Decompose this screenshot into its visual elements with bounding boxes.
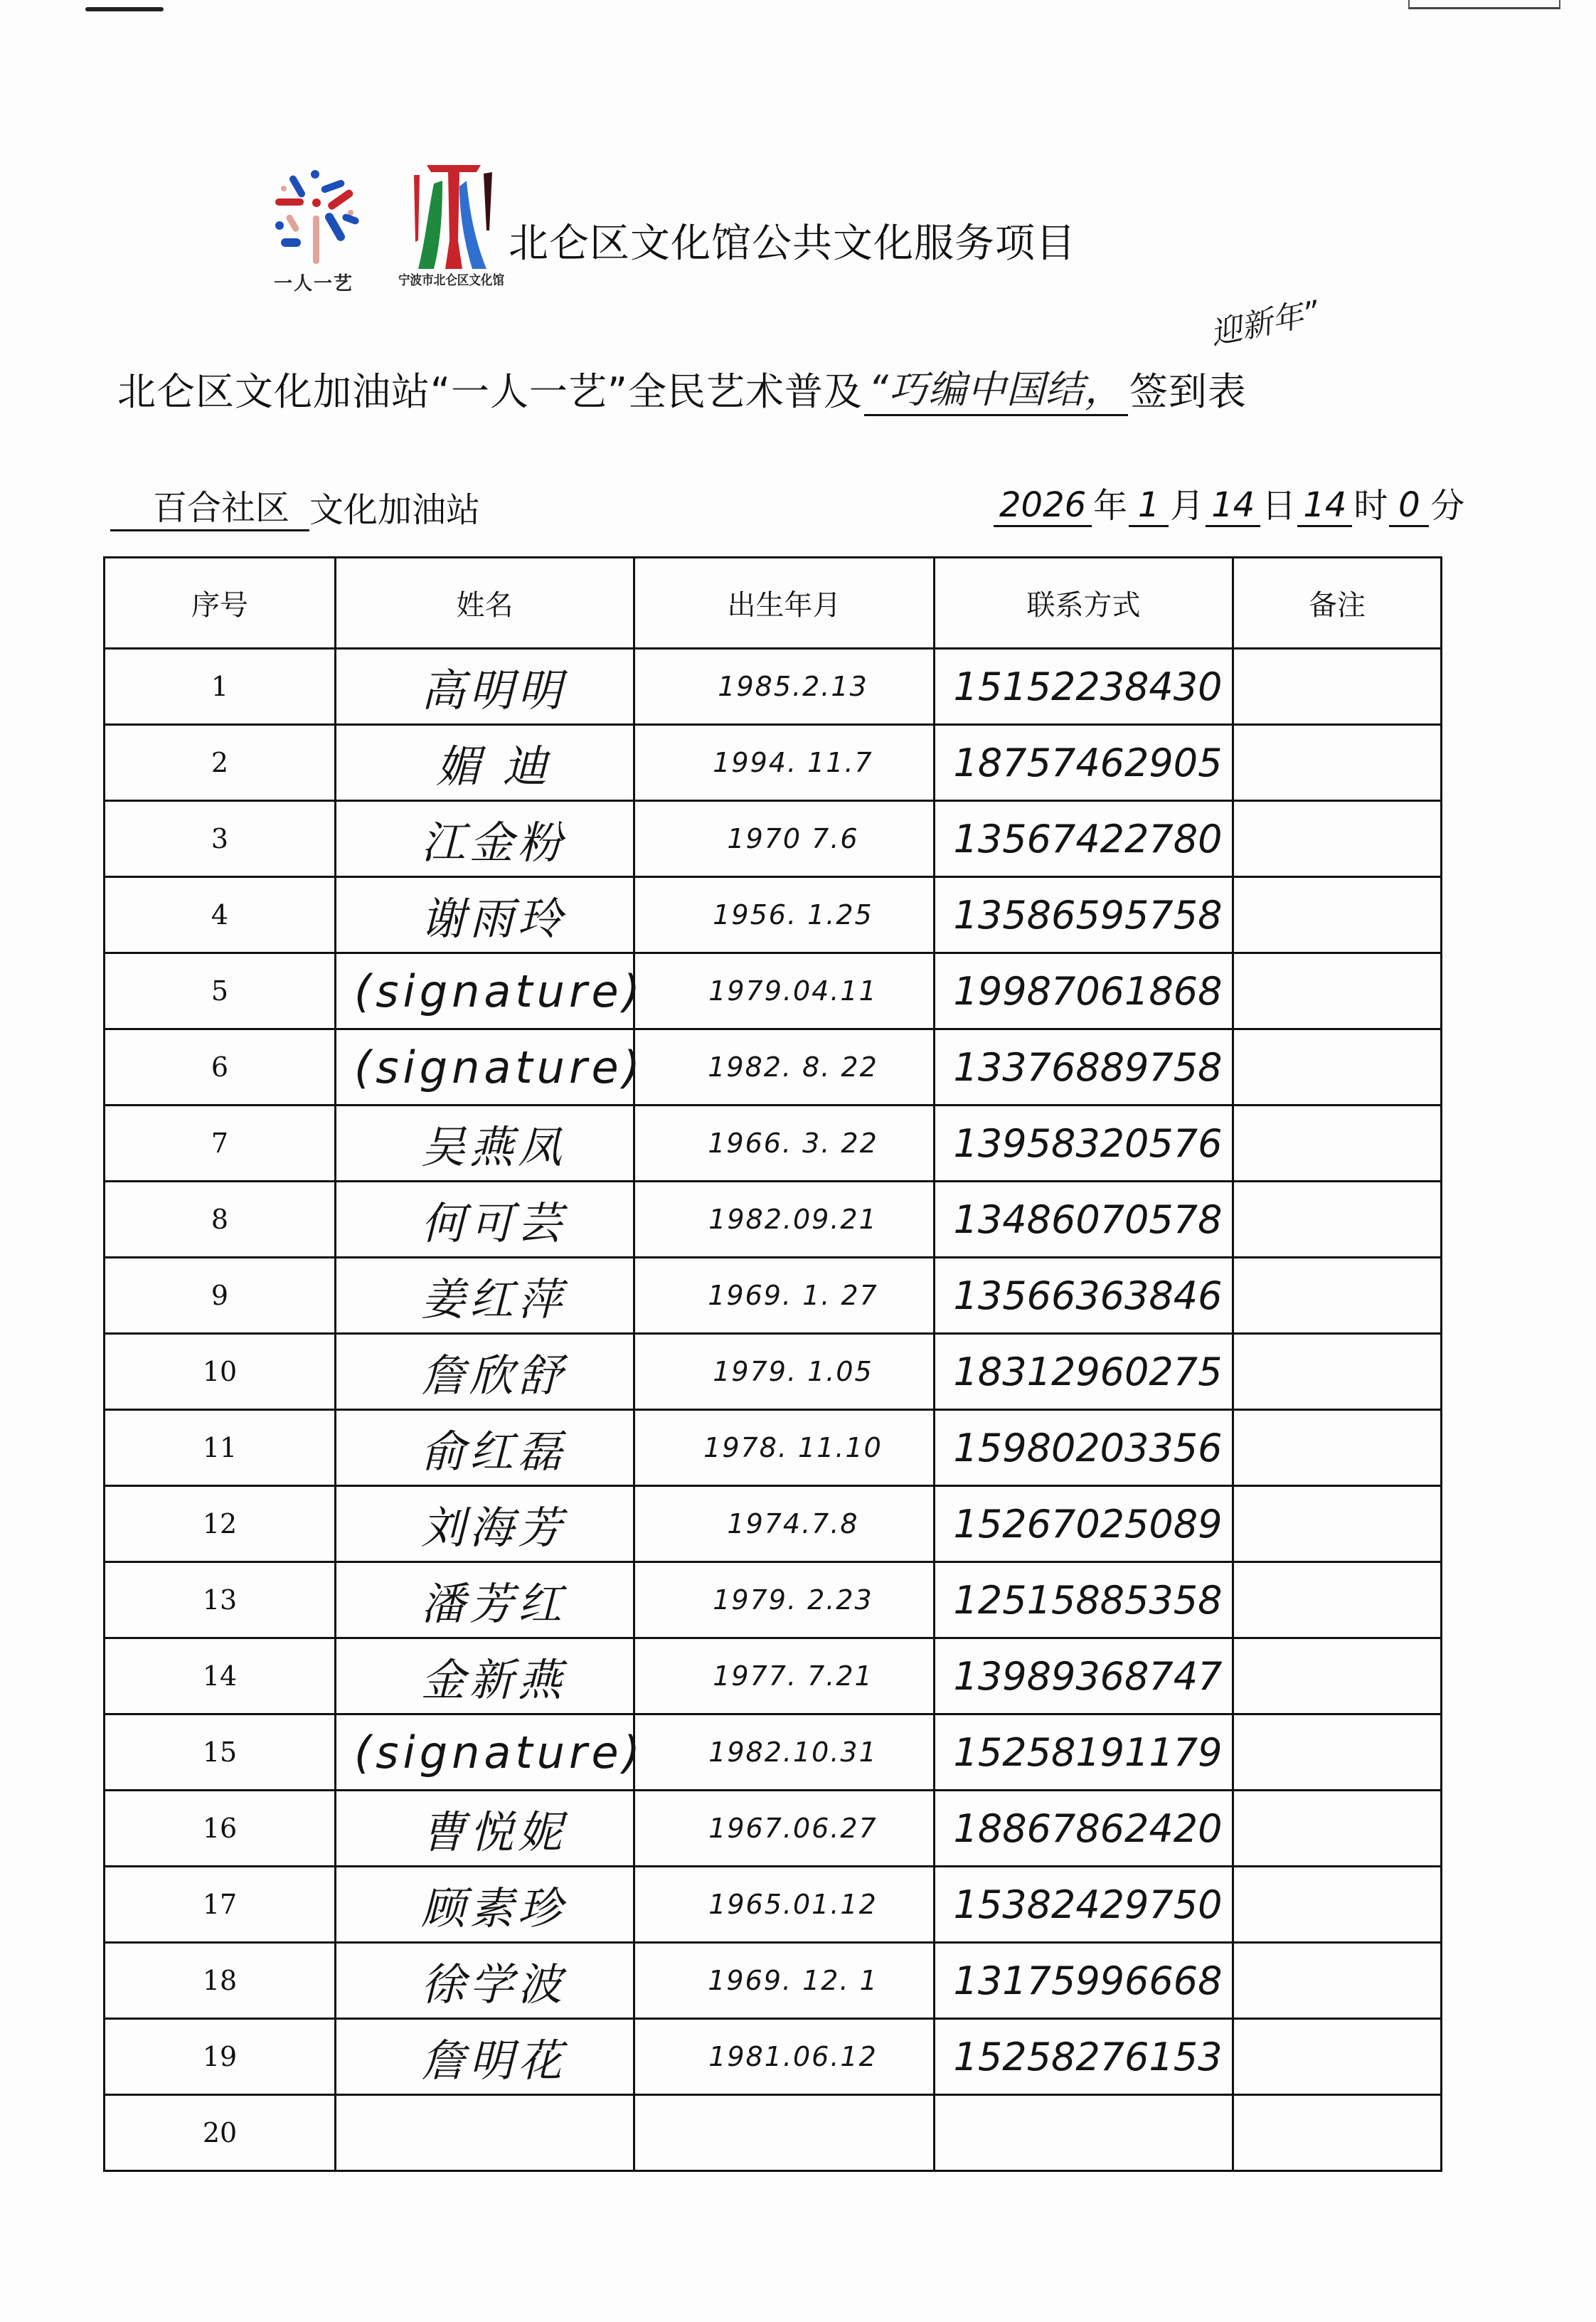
note-cell[interactable] xyxy=(1233,725,1442,801)
yirenyiyi-logo-icon xyxy=(274,167,359,267)
phone-cell[interactable]: 15152238430 xyxy=(935,649,1233,725)
row-number: 19 xyxy=(105,2019,336,2095)
phone-cell[interactable]: 13567422780 xyxy=(935,801,1233,877)
row-number: 13 xyxy=(105,1562,336,1638)
note-cell[interactable] xyxy=(1233,1867,1442,1943)
phone-cell[interactable]: 15258276153 xyxy=(935,2019,1233,2095)
table-row xyxy=(105,1867,1442,1943)
logo-caption-yirenyiyi: 一人一艺 xyxy=(274,273,354,295)
datetime-line xyxy=(992,478,1464,527)
name-cell[interactable] xyxy=(336,2095,634,2171)
name-cell[interactable]: 俞红磊 xyxy=(336,1410,634,1486)
dob-cell[interactable]: 1977. 7.21 xyxy=(634,1638,935,1714)
table-row xyxy=(105,1943,1442,2019)
month-field[interactable]: 1 xyxy=(1129,485,1169,527)
project-title: 北仑区文化馆公共文化服务项目 xyxy=(509,221,1076,267)
note-cell[interactable] xyxy=(1233,1029,1442,1106)
row-number: 20 xyxy=(105,2095,336,2171)
note-cell[interactable] xyxy=(1233,801,1442,877)
dob-cell[interactable]: 1970 7.6 xyxy=(634,801,935,877)
column-header-name: 姓名 xyxy=(336,558,634,649)
note-cell[interactable] xyxy=(1233,1258,1442,1334)
dob-cell[interactable]: 1978. 11.10 xyxy=(634,1410,935,1486)
scan-artifact-mark xyxy=(85,7,164,11)
note-cell[interactable] xyxy=(1233,953,1442,1029)
row-number: 16 xyxy=(105,1791,336,1867)
note-cell[interactable] xyxy=(1233,1638,1442,1714)
day-label: 日 xyxy=(1262,486,1297,526)
phone-cell[interactable]: 12515885358 xyxy=(935,1562,1233,1638)
note-cell[interactable] xyxy=(1233,2095,1442,2171)
phone-cell[interactable]: 15267025089 xyxy=(935,1486,1233,1562)
table-row xyxy=(105,801,1442,877)
year-label: 年 xyxy=(1093,486,1128,526)
year-field[interactable]: 2026 xyxy=(994,485,1092,527)
name-cell[interactable]: 徐学波 xyxy=(336,1943,634,2019)
note-cell[interactable] xyxy=(1233,1334,1442,1410)
dob-cell[interactable]: 1966. 3. 22 xyxy=(634,1106,935,1182)
table-row xyxy=(105,1791,1442,1867)
column-header-note: 备注 xyxy=(1233,558,1442,649)
note-cell[interactable] xyxy=(1233,1791,1442,1867)
table-body xyxy=(105,649,1442,2171)
phone-cell[interactable]: 18312960275 xyxy=(935,1334,1233,1410)
phone-cell[interactable]: 15258191179 xyxy=(935,1714,1233,1791)
row-number: 6 xyxy=(105,1029,336,1106)
form-title-prefix: 北仑区文化加油站“一人一艺”全民艺术普及 xyxy=(117,369,863,414)
name-cell[interactable]: 何可芸 xyxy=(336,1182,634,1258)
minute-field[interactable]: 0 xyxy=(1389,485,1429,527)
row-number: 4 xyxy=(105,877,336,953)
name-cell[interactable]: (signature) xyxy=(336,1029,634,1106)
phone-cell[interactable]: 13586595758 xyxy=(935,877,1233,953)
name-cell[interactable]: 金新燕 xyxy=(336,1638,634,1714)
hour-field[interactable]: 14 xyxy=(1297,485,1352,527)
note-cell[interactable] xyxy=(1233,877,1442,953)
dob-cell[interactable]: 1982.10.31 xyxy=(634,1714,935,1791)
minute-label: 分 xyxy=(1430,486,1465,526)
table-row xyxy=(105,2019,1442,2095)
name-cell[interactable]: 谢雨玲 xyxy=(336,877,634,953)
row-number: 10 xyxy=(105,1334,336,1410)
phone-cell[interactable]: 15382429750 xyxy=(935,1867,1233,1943)
form-title xyxy=(117,359,1247,416)
note-cell[interactable] xyxy=(1233,1410,1442,1486)
phone-cell[interactable]: 18757462905 xyxy=(935,725,1233,801)
row-number: 12 xyxy=(105,1486,336,1562)
month-label: 月 xyxy=(1170,486,1205,526)
column-header-contact: 联系方式 xyxy=(935,558,1233,649)
dob-cell[interactable]: 1969. 12. 1 xyxy=(634,1943,935,2019)
table-row xyxy=(105,725,1442,801)
row-number: 11 xyxy=(105,1410,336,1486)
row-number: 7 xyxy=(105,1106,336,1182)
table-row xyxy=(105,1258,1442,1334)
phone-cell[interactable]: 13566363846 xyxy=(935,1258,1233,1334)
beilun-cultural-center-logo-icon xyxy=(413,162,498,272)
logo-caption-beilun-cultural-center: 宁波市北仑区文化馆 xyxy=(398,273,505,288)
phone-cell[interactable]: 18867862420 xyxy=(935,1791,1233,1867)
station-line xyxy=(110,480,480,531)
dob-cell[interactable]: 1965.01.12 xyxy=(634,1867,935,1943)
name-cell[interactable]: 詹明花 xyxy=(336,2019,634,2095)
name-cell[interactable]: 媚 迪 xyxy=(336,725,634,801)
dob-cell[interactable] xyxy=(634,2095,935,2171)
dob-cell[interactable]: 1969. 1. 27 xyxy=(634,1258,935,1334)
dob-cell[interactable]: 1994. 11.7 xyxy=(634,725,935,801)
table-row xyxy=(105,1182,1442,1258)
name-cell[interactable]: (signature) xyxy=(336,953,634,1029)
table-row xyxy=(105,1714,1442,1791)
row-number: 17 xyxy=(105,1867,336,1943)
dob-cell[interactable]: 1956. 1.25 xyxy=(634,877,935,953)
table-header-row xyxy=(105,558,1442,649)
name-cell[interactable]: 顾素珍 xyxy=(336,1867,634,1943)
row-number: 3 xyxy=(105,801,336,877)
dob-cell[interactable]: 1979. 2.23 xyxy=(634,1562,935,1638)
column-header-dob: 出生年月 xyxy=(634,558,935,649)
hour-label: 时 xyxy=(1353,486,1388,526)
name-cell[interactable]: 詹欣舒 xyxy=(336,1334,634,1410)
name-cell[interactable]: 刘海芳 xyxy=(336,1486,634,1562)
name-cell[interactable]: 高明明 xyxy=(336,649,634,725)
note-cell[interactable] xyxy=(1233,1486,1442,1562)
table-row xyxy=(105,1562,1442,1638)
row-number: 8 xyxy=(105,1182,336,1258)
row-number: 15 xyxy=(105,1714,336,1791)
table-row xyxy=(105,1486,1442,1562)
table-row xyxy=(105,1410,1442,1486)
dob-cell[interactable]: 1985.2.13 xyxy=(634,649,935,725)
phone-cell[interactable] xyxy=(935,2095,1233,2171)
table-row xyxy=(105,649,1442,725)
note-cell[interactable] xyxy=(1233,1943,1442,2019)
table-row xyxy=(105,1106,1442,1182)
table-row xyxy=(105,1029,1442,1106)
column-header-no: 序号 xyxy=(105,558,336,649)
name-cell[interactable]: 曹悦妮 xyxy=(336,1791,634,1867)
handwritten-title-continuation: 迎新年” xyxy=(1207,294,1323,353)
phone-cell[interactable]: 13989368747 xyxy=(935,1638,1233,1714)
phone-cell[interactable]: 13486070578 xyxy=(935,1182,1233,1258)
station-label: 文化加油站 xyxy=(309,490,481,530)
row-number: 1 xyxy=(105,649,336,725)
scan-artifact-edge xyxy=(1408,0,1560,9)
row-number: 2 xyxy=(105,725,336,801)
dob-cell[interactable]: 1979.04.11 xyxy=(634,953,935,1029)
row-number: 9 xyxy=(105,1258,336,1334)
name-cell[interactable]: 潘芳红 xyxy=(336,1562,634,1638)
phone-cell[interactable]: 13958320576 xyxy=(935,1106,1233,1182)
name-cell[interactable]: 姜红萍 xyxy=(336,1258,634,1334)
note-cell[interactable] xyxy=(1233,1106,1442,1182)
phone-cell[interactable]: 15980203356 xyxy=(935,1410,1233,1486)
name-cell[interactable]: 江金粉 xyxy=(336,801,634,877)
phone-cell[interactable]: 13376889758 xyxy=(935,1029,1233,1106)
table-row xyxy=(105,1334,1442,1410)
dob-cell[interactable]: 1967.06.27 xyxy=(634,1791,935,1867)
dob-cell[interactable]: 1982.09.21 xyxy=(634,1182,935,1258)
note-cell[interactable] xyxy=(1233,1714,1442,1791)
row-number: 18 xyxy=(105,1943,336,2019)
row-number: 14 xyxy=(105,1638,336,1714)
name-cell[interactable]: 吴燕凤 xyxy=(336,1106,634,1182)
dob-cell[interactable]: 1974.7.8 xyxy=(634,1486,935,1562)
table-row xyxy=(105,877,1442,953)
sign-in-table xyxy=(103,556,1442,2172)
dob-cell[interactable]: 1979. 1.05 xyxy=(634,1334,935,1410)
row-number: 5 xyxy=(105,953,336,1029)
note-cell[interactable] xyxy=(1233,1562,1442,1638)
phone-cell[interactable]: 19987061868 xyxy=(935,953,1233,1029)
table-row xyxy=(105,953,1442,1029)
phone-cell[interactable]: 13175996668 xyxy=(935,1943,1233,2019)
community-field[interactable]: 百合社区 xyxy=(110,480,309,531)
dob-cell[interactable]: 1982. 8. 22 xyxy=(634,1029,935,1106)
form-title-activity-field[interactable]: “巧编中国结， xyxy=(864,359,1128,416)
name-cell[interactable]: (signature) xyxy=(336,1714,634,1791)
note-cell[interactable] xyxy=(1233,1182,1442,1258)
note-cell[interactable] xyxy=(1233,649,1442,725)
table-row xyxy=(105,2095,1442,2171)
dob-cell[interactable]: 1981.06.12 xyxy=(634,2019,935,2095)
table-row xyxy=(105,1638,1442,1714)
form-title-suffix: 签到表 xyxy=(1129,369,1247,414)
day-field[interactable]: 14 xyxy=(1206,485,1260,527)
note-cell[interactable] xyxy=(1233,2019,1442,2095)
